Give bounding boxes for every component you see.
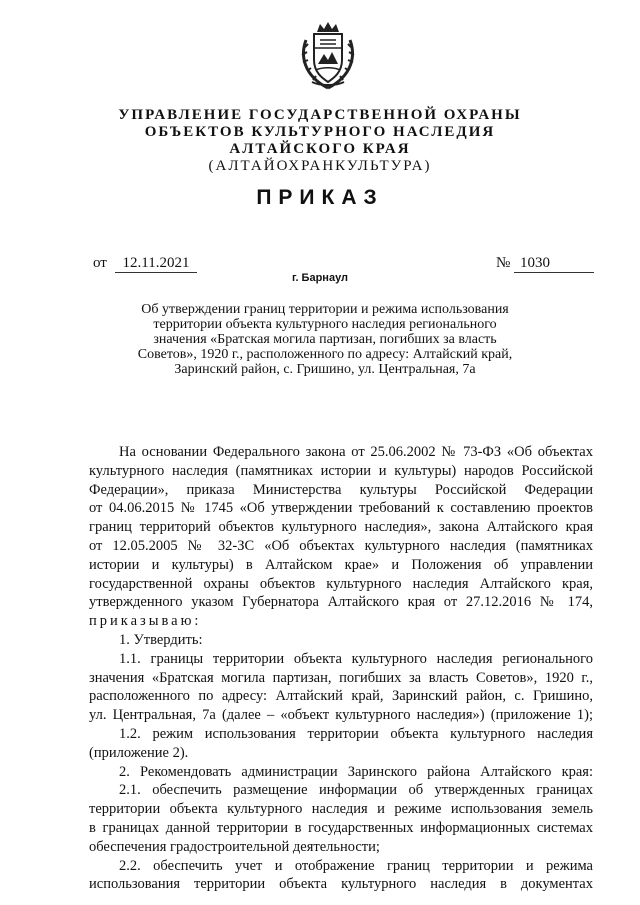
body-line: обеспечения градостроительной деятельности;	[89, 838, 380, 855]
title-line: Заринский район, с. Гришино, ул. Центральная, 7а	[174, 362, 476, 377]
title-line: Об утверждении границ территории и режима использования	[141, 302, 509, 317]
city-name: г. Барнаул	[291, 272, 349, 284]
body-line: 1.2. режим использования территории объекта культурного наследия	[119, 725, 593, 742]
body-line: в границах данной территории в государственных информационных системах	[89, 819, 593, 836]
org-name-line-2: ОБЪЕКТОВ КУЛЬТУРНОГО НАСЛЕДИЯ	[144, 124, 496, 140]
body-line: 1. Утвердить:	[119, 631, 203, 648]
body-line: 2. Рекомендовать администрации Заринского района Алтайского края:	[119, 763, 593, 780]
body-line: (приложение 2).	[89, 744, 189, 761]
body-line: от 12.05.2005 № 32-ЗС «Об объектах культурного наследия (памятниках	[89, 537, 593, 554]
org-name-line-1: УПРАВЛЕНИЕ ГОСУДАРСТВЕННОЙ ОХРАНЫ	[118, 107, 522, 123]
body-line: значения «Братская могила партизан, погибших за власть Советов», 1920 г.,	[89, 669, 593, 686]
body-line: истории и культуры) в Алтайском крае» и Положения об управлении	[89, 556, 593, 573]
body-line: ул. Центральная, 7а (далее – «объект культурного наследия») (приложение 1);	[89, 707, 593, 724]
title-line: значения «Братская могила партизан, погибших за власть	[153, 332, 497, 347]
body-line: государственной охраны объектов культурного наследия Алтайского края,	[89, 575, 593, 592]
body-line: территории объекта культурного наследия и режиме использования земель	[89, 801, 593, 818]
body-line: использования территории объекта культурного наследия в документах	[89, 876, 593, 893]
date-label: от	[93, 255, 107, 271]
document-number: 1030	[514, 255, 594, 273]
body-line: утвержденного указом Губернатора Алтайского края от 27.12.2016 № 174,	[89, 594, 593, 611]
document-body	[89, 443, 593, 894]
coat-of-arms-emblem	[298, 20, 358, 92]
body-line: приказываю:	[89, 613, 202, 630]
body-line: На основании Федерального закона от 25.06.2002 № 73-ФЗ «Об объектах	[119, 444, 593, 460]
body-line: культурного наследия (памятниках истории и культуры) народов Российской	[89, 462, 593, 479]
body-line: от 04.06.2015 № 1745 «Об утверждении требований к составлению проектов	[89, 500, 593, 517]
body-line: Федерации», приказа Министерства культуры Российской Федерации	[89, 481, 593, 498]
document-type-heading: ПРИКАЗ	[256, 186, 384, 209]
org-abbreviation: (АЛТАЙОХРАНКУЛЬТУРА)	[208, 158, 432, 174]
title-line: территории объекта культурного наследия регионального	[153, 317, 497, 332]
body-line: границ территорий объектов культурного наследия», закона Алтайского края	[89, 519, 593, 536]
title-line: Советов», 1920 г., расположенного по адресу: Алтайский край,	[137, 347, 513, 362]
body-line: 1.1. границы территории объекта культурного наследия регионального	[119, 650, 593, 667]
body-line: 2.2. обеспечить учет и отображение границ территории и режима	[119, 857, 593, 874]
number-label: №	[496, 255, 511, 271]
document-title	[110, 302, 540, 377]
body-line: расположенного по адресу: Алтайский край, Заринский район, с. Гришино,	[89, 688, 593, 705]
document-date: 12.11.2021	[115, 255, 197, 273]
body-line: 2.1. обеспечить размещение информации об утвержденных границах	[119, 782, 593, 799]
org-name-line-3: АЛТАЙСКОГО КРАЯ	[229, 141, 411, 157]
